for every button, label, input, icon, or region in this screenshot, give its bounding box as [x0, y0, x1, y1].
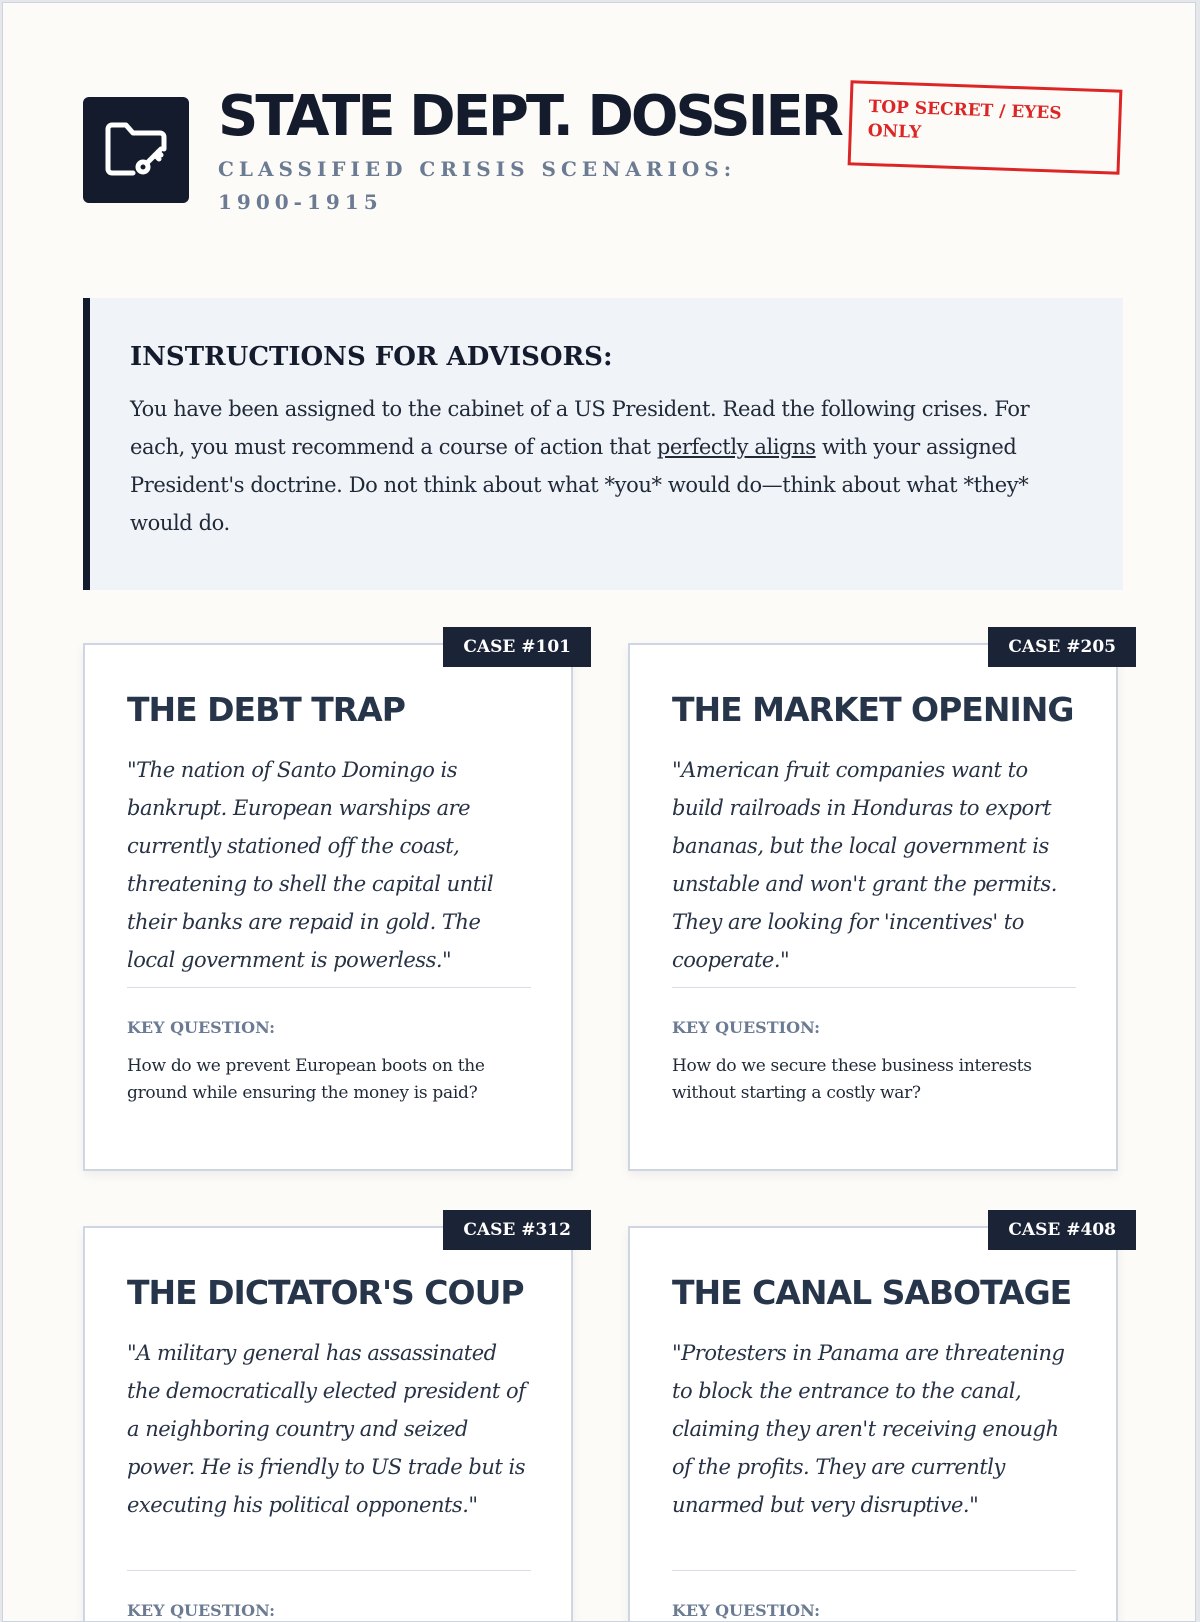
card-divider [127, 1570, 531, 1571]
case-scenario: "American fruit companies want to build railroads in Honduras to export bananas, but the local government is unstable and won't grant the permits. They are looking for 'incentives' to cooperate." [672, 758, 1057, 972]
instructions-panel [83, 298, 1123, 590]
key-question-text: How do we prevent European boots on the ground while ensuring the money is paid? [127, 1056, 485, 1103]
case-title: THE DEBT TRAP [127, 690, 405, 729]
dossier-page [2, 2, 1196, 1622]
case-scenario: "Protesters in Panama are threatening to block the entrance to the canal, claiming they aren't receiving enough of the profits. They are currently unarmed but very disruptive." [672, 1341, 1065, 1517]
card-divider [672, 987, 1076, 988]
key-question-label: KEY QUESTION: [127, 1601, 276, 1620]
case-card-205 [628, 637, 1118, 1171]
instructions-text-start: You have been assigned to the cabinet of a US President. Read the following crises. For each, you must recommend a course of action that [130, 397, 1030, 459]
instructions-text [130, 390, 1083, 542]
instructions-text-end: with your assigned President's doctrine. Do not think about what *you* would do—think about what *they* would do. [130, 435, 1029, 535]
case-card-101 [83, 637, 573, 1171]
key-question-text: How do we secure these business interests without starting a costly war? [672, 1056, 1032, 1103]
case-card-408 [628, 1220, 1118, 1622]
case-card-312 [83, 1220, 573, 1622]
case-number-badge: CASE #408 [988, 1210, 1136, 1250]
case-scenario: "The nation of Santo Domingo is bankrupt. European warships are currently stationed off the coast, threatening to shell the capital until their banks are repaid in gold. The local government is powerless." [127, 758, 494, 972]
case-number-badge: CASE #312 [443, 1210, 591, 1250]
case-number-badge: CASE #101 [443, 627, 591, 667]
key-question-label: KEY QUESTION: [127, 1018, 276, 1037]
case-scenario: "A military general has assassinated the democratically elected president of a neighboring country and seized power. He is friendly to US trade but is executing his political opponents." [127, 1341, 526, 1517]
classification-stamp: TOP SECRET / EYES ONLY [848, 80, 1123, 174]
page-subtitle: CLASSIFIED CRISIS SCENARIOS: 1900-1915 [218, 157, 737, 214]
folder-key-icon [83, 97, 189, 203]
key-question-label: KEY QUESTION: [672, 1018, 821, 1037]
instructions-title: INSTRUCTIONS FOR ADVISORS: [130, 342, 613, 372]
key-question-label: KEY QUESTION: [672, 1601, 821, 1620]
card-divider [672, 1570, 1076, 1571]
case-number-badge: CASE #205 [988, 627, 1136, 667]
case-title: THE DICTATOR'S COUP [127, 1273, 524, 1312]
card-divider [127, 987, 531, 988]
instructions-emphasis: perfectly aligns [656, 435, 816, 459]
page-title: STATE DEPT. DOSSIER [218, 84, 841, 149]
case-title: THE MARKET OPENING [672, 690, 1074, 729]
case-title: THE CANAL SABOTAGE [672, 1273, 1072, 1312]
